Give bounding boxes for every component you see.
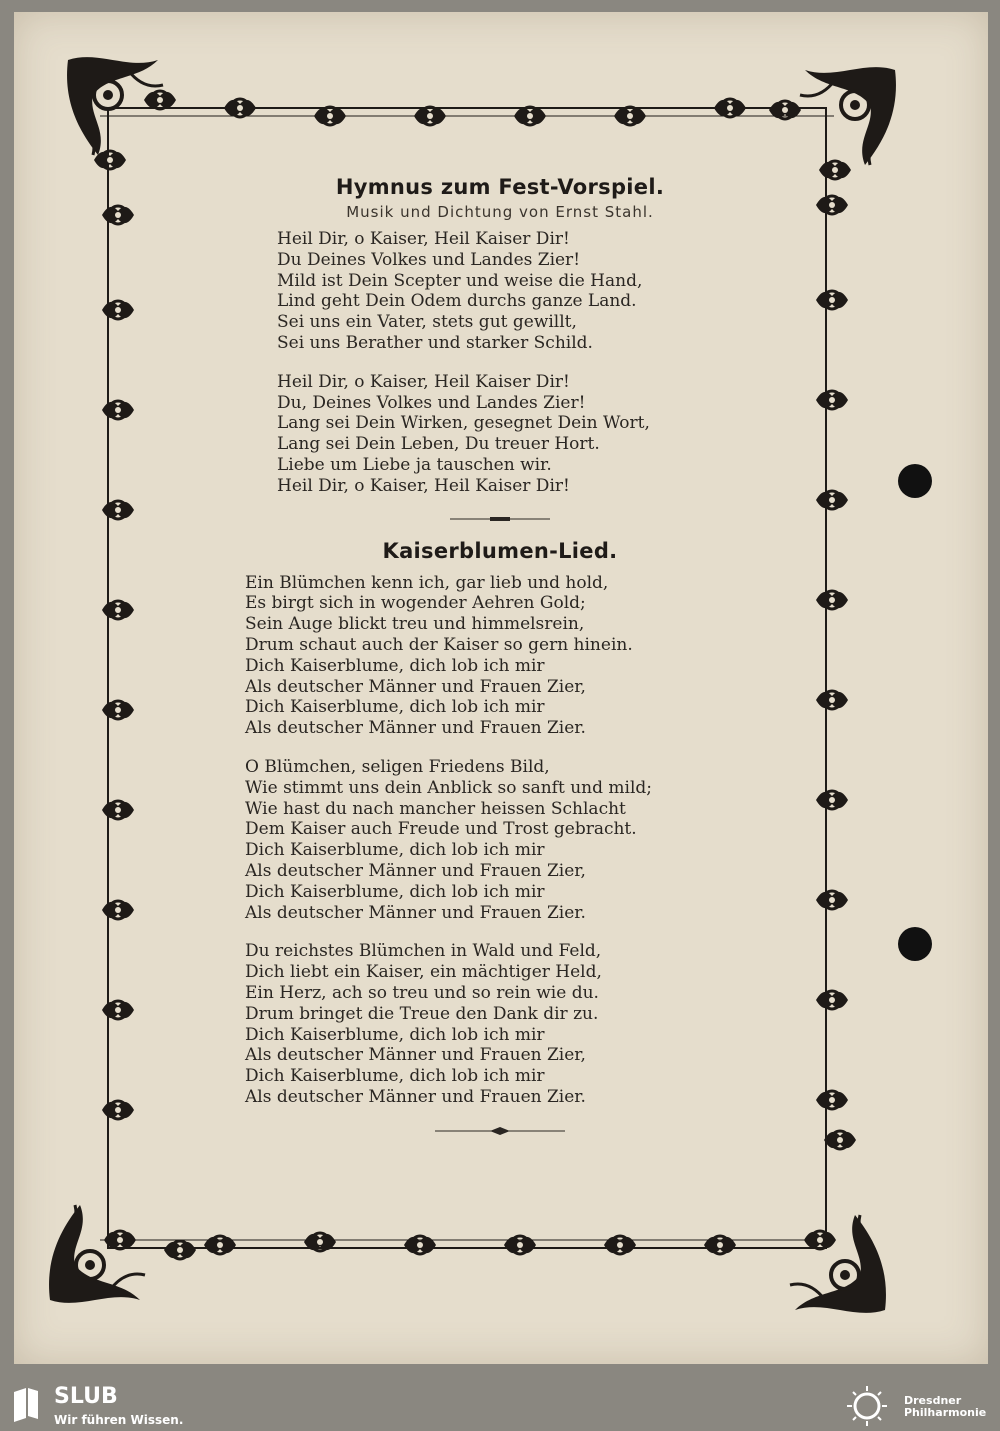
- poem1-stanza: [200, 372, 800, 497]
- verse-line: Als deutscher Männer und Frauen Zier,: [245, 860, 586, 881]
- library-name: SLUB: [54, 1384, 118, 1409]
- verse-line: Als deutscher Männer und Frauen Zier.: [245, 1086, 586, 1107]
- verse-line: O Blümchen, seligen Friedens Bild,: [245, 756, 550, 777]
- verse-line: Drum schaut auch der Kaiser so gern hinein.: [245, 634, 633, 655]
- punch-hole-bottom: [898, 927, 932, 961]
- verse-line: Lang sei Dein Leben, Du treuer Hort.: [277, 434, 600, 455]
- poem1-stanza: [200, 229, 800, 354]
- poem2-stanza: [200, 757, 800, 923]
- verse-line: Sei uns Berather und starker Schild.: [277, 332, 593, 353]
- poems-content: [200, 175, 800, 1152]
- verse-line: Du, Deines Volkes und Landes Zier!: [277, 392, 586, 413]
- philharmonie-logo-icon: [842, 1384, 892, 1428]
- verse-line: Sein Auge blickt treu und himmelsrein,: [245, 614, 585, 635]
- verse-line: Lind geht Dein Odem durchs ganze Land.: [277, 291, 637, 312]
- verse-line: Dich Kaiserblume, dich lob ich mir: [245, 840, 545, 861]
- verse-line: Dich Kaiserblume, dich lob ich mir: [245, 1024, 545, 1045]
- verse-line: Liebe um Liebe ja tauschen wir.: [277, 454, 552, 475]
- divider-ornament: [450, 515, 550, 523]
- verse-line: Dem Kaiser auch Freude und Trost gebracht.: [245, 819, 637, 840]
- poem2-title: Kaiserblumen-Lied.: [382, 538, 618, 563]
- verse-line: Heil Dir, o Kaiser, Heil Kaiser Dir!: [277, 475, 570, 496]
- verse-line: Heil Dir, o Kaiser, Heil Kaiser Dir!: [277, 229, 570, 249]
- verse-line: Lang sei Dein Wirken, gesegnet Dein Wort,: [277, 413, 650, 434]
- verse-line: Mild ist Dein Scepter und weise die Hand,: [277, 270, 643, 291]
- partner-name: [904, 1395, 986, 1419]
- verse-line: Als deutscher Männer und Frauen Zier,: [245, 676, 586, 697]
- poem2-stanza: [200, 941, 800, 1107]
- partner-name-line1: Dresdner: [904, 1394, 962, 1407]
- verse-line: Ein Blümchen kenn ich, gar lieb und hold,: [245, 572, 609, 593]
- verse-line: Dich liebt ein Kaiser, ein mächtiger Held,: [245, 962, 602, 983]
- verse-line: Dich Kaiserblume, dich lob ich mir: [245, 655, 545, 676]
- verse-line: Dich Kaiserblume, dich lob ich mir: [245, 697, 545, 718]
- verse-line: Ein Herz, ach so treu und so rein wie du.: [245, 982, 599, 1003]
- verse-line: Es birgt sich in wogender Aehren Gold;: [245, 593, 586, 614]
- verse-line: Wie hast du nach mancher heissen Schlacht: [245, 798, 626, 819]
- slub-logo-icon: [10, 1388, 40, 1422]
- poem1-subtitle: Musik und Dichtung von Ernst Stahl.: [346, 203, 654, 221]
- verse-line: Du reichstes Blümchen in Wald und Feld,: [245, 941, 602, 962]
- verse-line: Als deutscher Männer und Frauen Zier.: [245, 902, 586, 923]
- poem2-stanza: [200, 573, 800, 739]
- footer-bar: [0, 1380, 1000, 1431]
- verse-line: Als deutscher Männer und Frauen Zier.: [245, 718, 586, 739]
- poem1-title: Hymnus zum Fest-Vorspiel.: [335, 175, 665, 199]
- verse-line: Sei uns ein Vater, stets gut gewillt,: [277, 312, 577, 333]
- verse-line: Wie stimmt uns dein Anblick so sanft und mild;: [245, 777, 652, 798]
- verse-line: Du Deines Volkes und Landes Zier!: [277, 249, 581, 270]
- punch-hole-top: [898, 464, 932, 498]
- verse-line: Heil Dir, o Kaiser, Heil Kaiser Dir!: [277, 371, 570, 392]
- partner-name-line2: Philharmonie: [904, 1406, 987, 1419]
- verse-line: Dich Kaiserblume, dich lob ich mir: [245, 1066, 545, 1087]
- verse-line: Als deutscher Männer und Frauen Zier,: [245, 1045, 586, 1066]
- verse-line: Dich Kaiserblume, dich lob ich mir: [245, 881, 545, 902]
- library-tagline: Wir führen Wissen.: [54, 1413, 184, 1427]
- verse-line: Drum bringet die Treue den Dank dir zu.: [245, 1003, 599, 1024]
- end-ornament: [435, 1126, 565, 1136]
